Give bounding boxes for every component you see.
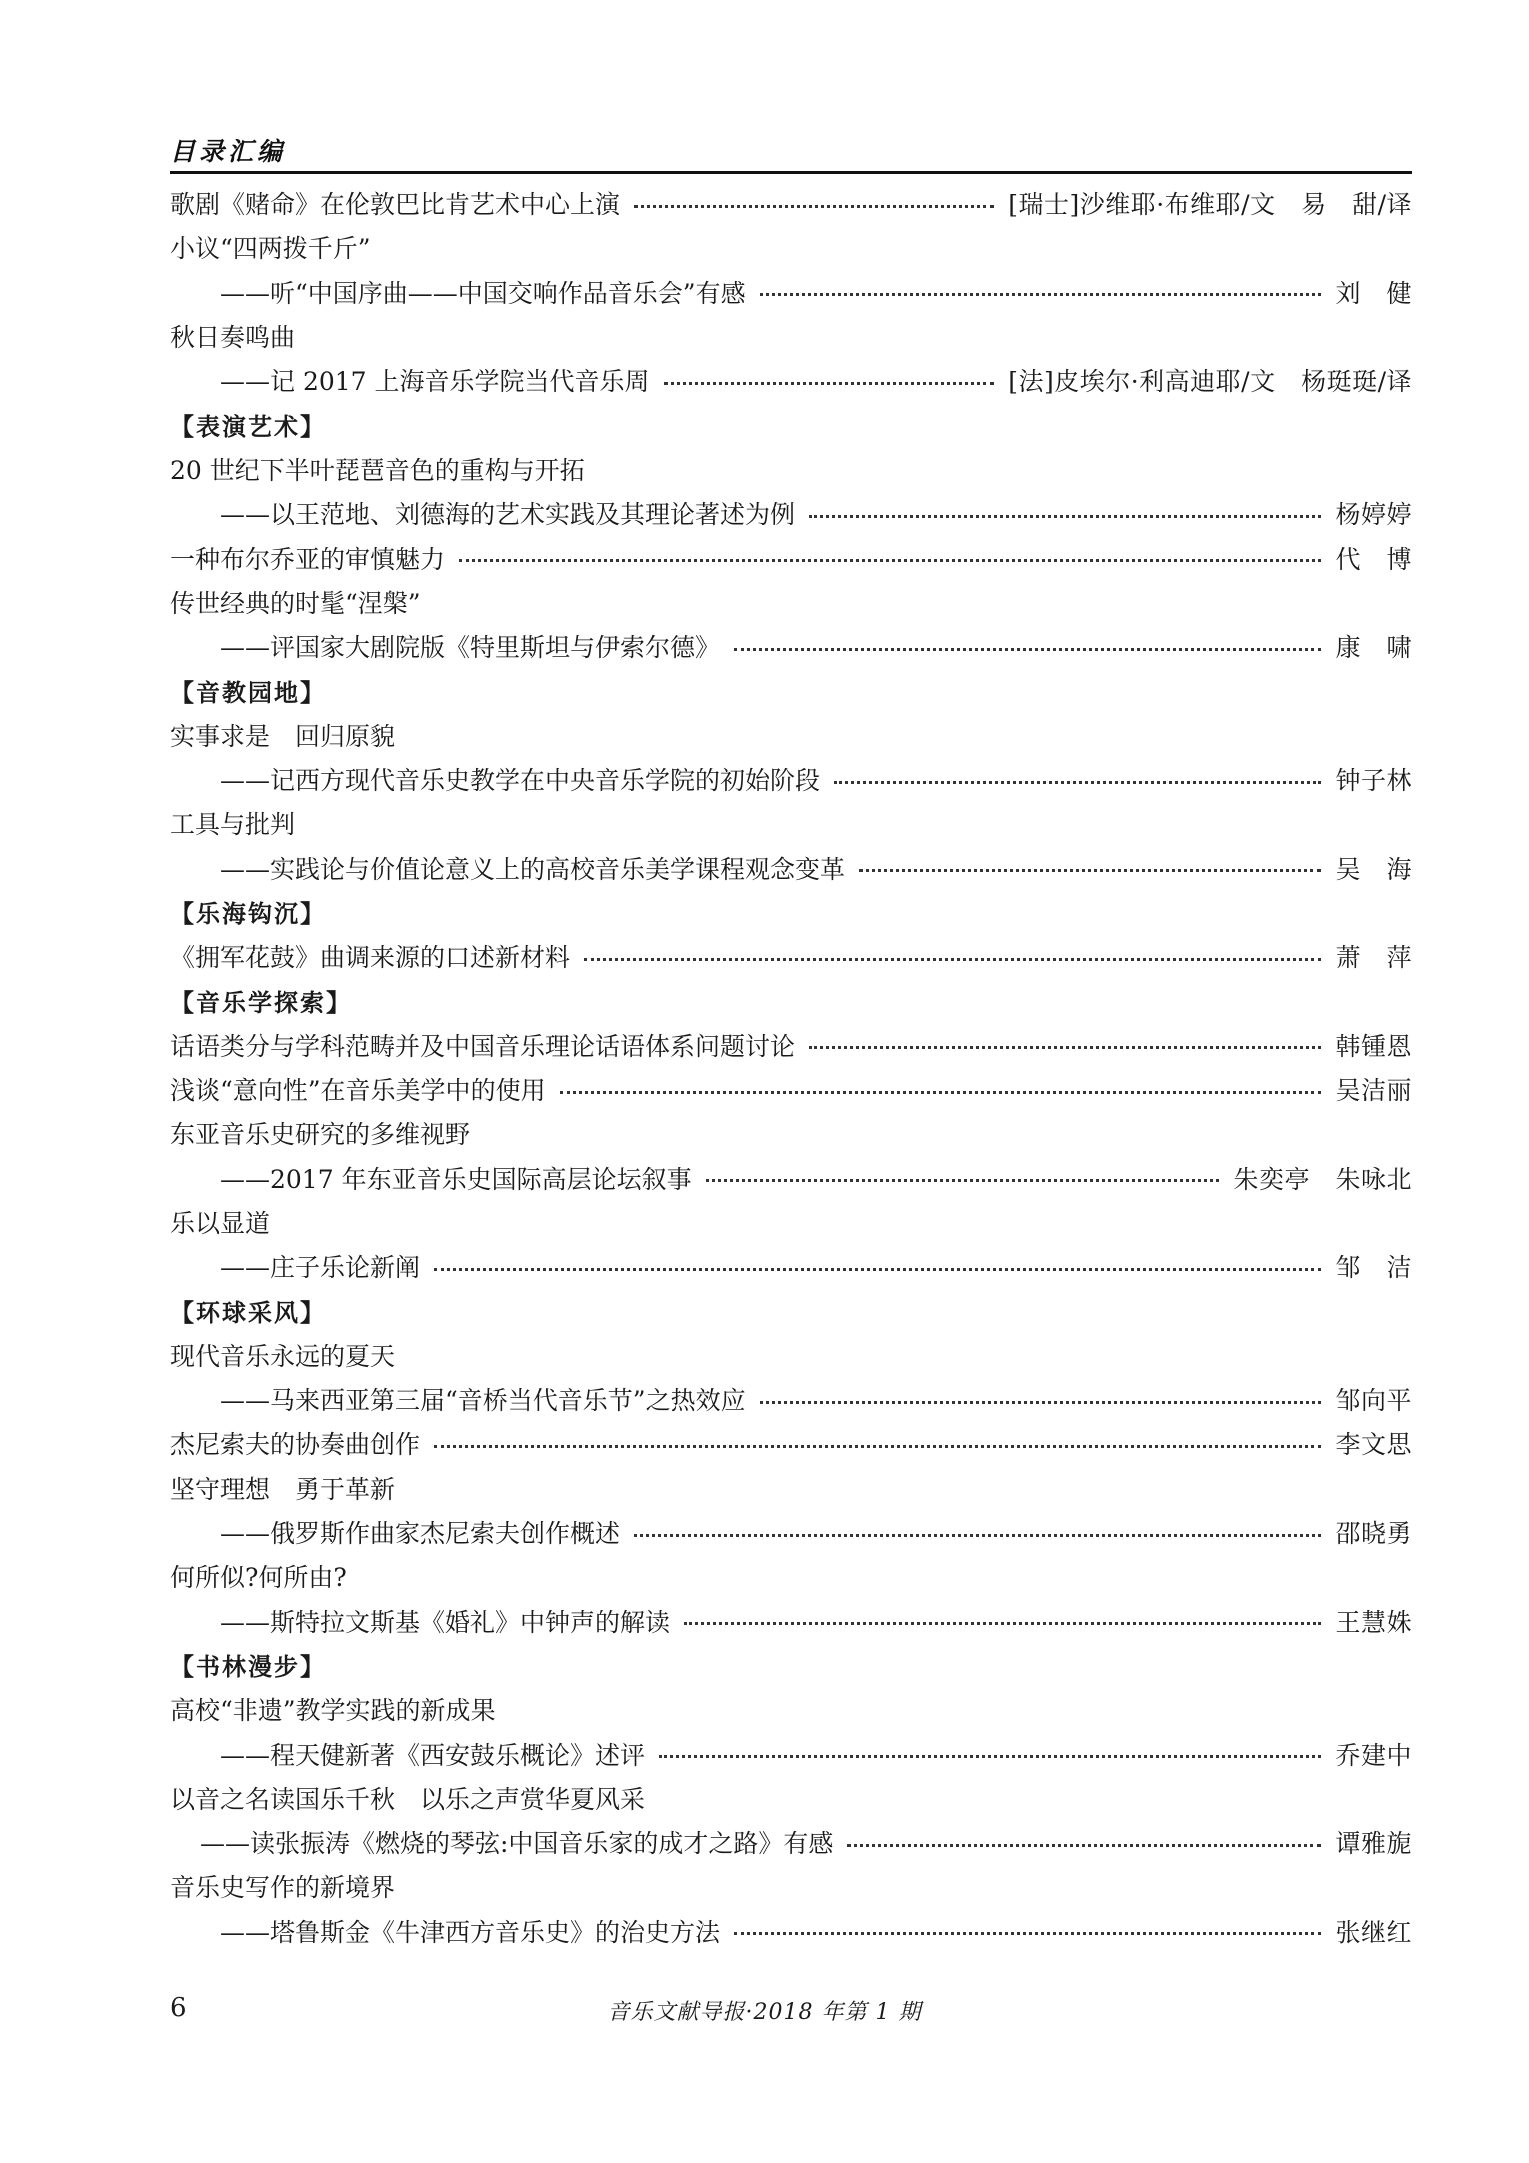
toc-entry-title: ——记 2017 上海音乐学院当代音乐周 (220, 367, 650, 397)
dot-leader (859, 869, 1321, 872)
toc-entry-title: 音乐史写作的新境界 (170, 1873, 396, 1903)
toc-entry-title: 一种布尔乔亚的审慎魅力 (170, 544, 446, 574)
dot-leader (834, 781, 1321, 784)
toc-entry (170, 1067, 1412, 1111)
toc-entry-subtitle (170, 270, 1412, 314)
toc-entry-title: 秋日奏鸣曲 (170, 323, 296, 353)
toc-entry-author: 乔建中 (1335, 1740, 1412, 1770)
toc-entry-title: 乐以显道 (170, 1208, 271, 1238)
toc-entry (170, 1333, 1412, 1377)
toc-entry-title: 坚守理想 勇于革新 (170, 1474, 396, 1504)
dot-leader (760, 293, 1322, 296)
toc-entry-subtitle (170, 1909, 1412, 1953)
toc-entry (170, 535, 1412, 579)
toc-entry (170, 1466, 1412, 1510)
toc-entry-author: 钟子林 (1335, 766, 1412, 795)
toc-entry-title: 东亚音乐史研究的多维视野 (170, 1120, 471, 1150)
dot-leader (734, 648, 1321, 651)
footer-journal-title: 音乐文献导报·2018 年第 1 期 (607, 2000, 922, 2025)
toc-entry-author: 代 博 (1335, 544, 1412, 574)
dot-leader (664, 382, 995, 385)
toc-entry-title: ——读张振涛《燃烧的琴弦:中国音乐家的成才之路》有感 (200, 1829, 834, 1859)
toc-entry-author: 韩锺恩 (1335, 1031, 1412, 1061)
toc-entry-title: ——塔鲁斯金《牛津西方音乐史》的治史方法 (220, 1917, 721, 1947)
toc-entry-subtitle (170, 1377, 1412, 1421)
toc-entry-subtitle (170, 845, 1412, 889)
toc-entry (170, 934, 1412, 978)
toc-entry-author: 谭雅旎 (1335, 1829, 1412, 1859)
toc-entry-title: ——程天健新著《西安鼓乐概论》述评 (220, 1740, 646, 1770)
toc-entry-subtitle (170, 1244, 1412, 1288)
toc-entry-title: ——2017 年东亚音乐史国际高层论坛叙事 (220, 1164, 692, 1194)
toc-entry-title: ——马来西亚第三届“音桥当代音乐节”之热效应 (220, 1386, 746, 1416)
dot-leader (659, 1755, 1321, 1758)
toc-entry (170, 1864, 1412, 1908)
toc-entry-title: ——实践论与价值论意义上的高校音乐美学课程观念变革 (220, 854, 846, 884)
toc-entry-author: [法]皮埃尔·利高迪耶/文 杨珽珽/译 (1008, 367, 1412, 397)
toc-entry-title: 杰尼索夫的协奏曲创作 (170, 1430, 421, 1460)
toc-entry-title: ——斯特拉文斯基《婚礼》中钟声的解读 (220, 1607, 671, 1637)
toc-entry (170, 713, 1412, 757)
toc-entry-author: 王慧姝 (1335, 1607, 1412, 1637)
toc-entry-title: ——听“中国序曲——中国交响作品音乐会”有感 (220, 278, 746, 308)
toc-entry-author: 张继红 (1335, 1917, 1412, 1947)
dot-leader (434, 1268, 1321, 1271)
toc-entry-title: 工具与批判 (170, 810, 296, 840)
toc-entry-subtitle (170, 757, 1412, 801)
dot-leader (760, 1401, 1322, 1404)
toc-entry-subtitle (170, 358, 1412, 402)
toc-entry (170, 1687, 1412, 1731)
page-number: 6 (170, 1993, 187, 2023)
toc-section-heading: 【表演艺术】 (170, 413, 326, 442)
toc-entry-subtitle (170, 1510, 1412, 1554)
toc-entry-title: ——俄罗斯作曲家杰尼索夫创作概述 (220, 1519, 621, 1549)
toc-entry (170, 1200, 1412, 1244)
dot-leader (706, 1179, 1220, 1182)
toc-entry-title: 浅谈“意向性”在音乐美学中的使用 (170, 1076, 546, 1106)
toc-entry-title: 高校“非遗”教学实践的新成果 (170, 1696, 496, 1726)
toc-entry-title: 歌剧《赌命》在伦敦巴比肯艺术中心上演 (170, 190, 621, 220)
toc-entry-subtitle (170, 491, 1412, 535)
toc-entry-title: 实事求是 回归原貌 (170, 721, 396, 751)
toc-entry-author: 邵晓勇 (1335, 1519, 1412, 1549)
toc-section-heading: 【音教园地】 (170, 678, 326, 707)
dot-leader (684, 1622, 1321, 1625)
dot-leader (459, 559, 1321, 562)
toc-entry-author: 李文思 (1335, 1430, 1412, 1460)
toc-entry-subtitle (170, 624, 1412, 668)
dot-leader (434, 1445, 1321, 1448)
toc-entry (170, 1111, 1412, 1155)
toc-entry-title: 20 世纪下半叶琵琶音色的重构与开拓 (170, 455, 585, 485)
toc-entry (170, 447, 1412, 491)
toc-entry-subtitle (170, 1599, 1412, 1643)
dot-leader (734, 1932, 1321, 1935)
toc-entry-subtitle (170, 1820, 1412, 1864)
toc-entry-author: 吴洁丽 (1335, 1076, 1412, 1106)
toc-entry-author: 刘 健 (1335, 278, 1412, 308)
toc-entry-author: 康 啸 (1335, 633, 1412, 663)
toc-entry-subtitle (170, 1731, 1412, 1775)
toc-entry (170, 314, 1412, 358)
toc-entry-title: ——评国家大剧院版《特里斯坦与伊索尔德》 (220, 633, 721, 663)
toc-entry-title: ——记西方现代音乐史教学在中央音乐学院的初始阶段 (220, 766, 821, 795)
dot-leader (847, 1844, 1321, 1847)
toc-entry-author: 杨婷婷 (1335, 500, 1412, 530)
dot-leader (584, 958, 1321, 961)
toc-entry-author: 萧 萍 (1335, 943, 1412, 973)
toc-entry-title: 现代音乐永远的夏天 (170, 1341, 396, 1371)
toc-entry-title: 传世经典的时髦“涅槃” (170, 588, 421, 618)
toc-entry-author: 邹 洁 (1335, 1253, 1412, 1283)
toc-section-heading: 【音乐学探索】 (170, 988, 352, 1017)
toc-entry-title: ——以王范地、刘德海的艺术实践及其理论著述为例 (220, 500, 796, 530)
toc-entry-title: 何所似?何所由? (170, 1563, 347, 1593)
toc-entry-author: 吴 海 (1335, 854, 1412, 884)
toc-entry-title: ——庄子乐论新阐 (220, 1253, 421, 1283)
toc-entry-title: 《拥军花鼓》曲调来源的口述新材料 (170, 943, 571, 973)
toc-entry-author: 邹向平 (1335, 1386, 1412, 1416)
toc-section-heading: 【环球采风】 (170, 1299, 326, 1328)
toc-entry (170, 801, 1412, 845)
toc-entry (170, 225, 1412, 269)
toc-entry (170, 1554, 1412, 1598)
toc-entry-author: [瑞士]沙维耶·布维耶/文 易 甜/译 (1008, 190, 1412, 220)
running-header-title: 目录汇编 (170, 137, 287, 166)
header-rule (170, 171, 1412, 174)
dot-leader (634, 1534, 1321, 1537)
toc-section-heading: 【乐海钩沉】 (170, 900, 326, 929)
dot-leader (809, 515, 1321, 518)
toc-entry (170, 1776, 1412, 1820)
table-of-contents (170, 181, 1412, 1953)
dot-leader (809, 1046, 1321, 1049)
dot-leader (560, 1091, 1322, 1094)
toc-entry-subtitle (170, 1156, 1412, 1200)
toc-entry-title: 话语类分与学科范畴并及中国音乐理论话语体系问题讨论 (170, 1031, 796, 1061)
toc-entry (170, 1023, 1412, 1067)
toc-entry (170, 181, 1412, 225)
toc-entry-author: 朱奕亭 朱咏北 (1233, 1164, 1412, 1194)
toc-entry (170, 580, 1412, 624)
toc-entry (170, 1421, 1412, 1465)
toc-section-heading: 【书林漫步】 (170, 1653, 326, 1682)
dot-leader (634, 205, 994, 208)
toc-entry-title: 小议“四两拨千斤” (170, 234, 371, 264)
toc-entry-title: 以音之名读国乐千秋 以乐之声赏华夏风采 (170, 1784, 646, 1814)
